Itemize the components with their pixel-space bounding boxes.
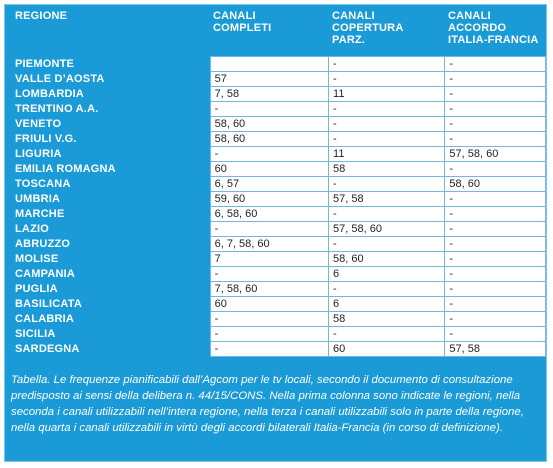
frequency-table-panel <box>4 4 547 462</box>
table-row <box>11 327 546 342</box>
canali-accordo-cell: - <box>445 327 546 342</box>
canali-copertura-cell: - <box>329 207 445 222</box>
table-row <box>11 162 546 177</box>
canali-accordo-cell: - <box>445 222 546 237</box>
canali-copertura-cell: 11 <box>329 87 445 102</box>
canali-copertura-cell: 6 <box>329 297 445 312</box>
table-body <box>11 57 546 357</box>
canali-accordo-cell: - <box>445 102 546 117</box>
table-row <box>11 237 546 252</box>
region-cell: BASILICATA <box>15 298 82 310</box>
canali-completi-cell: 7, 58, 60 <box>210 282 328 297</box>
region-cell: LOMBARDIA <box>15 88 85 100</box>
canali-copertura-cell: 58, 60 <box>329 252 445 267</box>
table-row <box>11 222 546 237</box>
region-cell: EMILIA ROMAGNA <box>15 163 116 175</box>
canali-completi-cell: - <box>210 147 328 162</box>
header-regione: REGIONE <box>15 10 68 22</box>
canali-completi-cell: 59, 60 <box>210 192 328 207</box>
table-row <box>11 267 546 282</box>
canali-accordo-cell: - <box>445 87 546 102</box>
canali-completi-cell: 58, 60 <box>210 132 328 147</box>
canali-completi-cell: 6, 58, 60 <box>210 207 328 222</box>
canali-copertura-cell: - <box>329 282 445 297</box>
canali-accordo-cell: - <box>445 57 546 72</box>
table-row <box>11 282 546 297</box>
table-row <box>11 117 546 132</box>
canali-copertura-cell: 58 <box>329 162 445 177</box>
canali-copertura-cell: - <box>329 237 445 252</box>
canali-completi-cell: - <box>210 327 328 342</box>
header-canali-completi: CANALI COMPLETI <box>213 10 272 34</box>
canali-copertura-cell: - <box>329 102 445 117</box>
canali-completi-cell: 57 <box>210 72 328 87</box>
region-cell: PUGLIA <box>15 283 58 295</box>
canali-completi-cell: 6, 7, 58, 60 <box>210 237 328 252</box>
table-row <box>11 87 546 102</box>
table-row <box>11 207 546 222</box>
canali-completi-cell: - <box>210 102 328 117</box>
canali-completi-cell: 6, 57 <box>210 177 328 192</box>
canali-accordo-cell: - <box>445 282 546 297</box>
region-cell: TRENTINO A.A. <box>15 103 99 115</box>
canali-accordo-cell: - <box>445 207 546 222</box>
header-canali-accordo-italia-francia: CANALI ACCORDO ITALIA-FRANCIA <box>448 10 539 46</box>
region-cell: UMBRIA <box>15 193 61 205</box>
region-cell: CAMPANIA <box>15 268 76 280</box>
canali-accordo-cell: - <box>445 72 546 87</box>
canali-completi-cell: - <box>210 312 328 327</box>
canali-accordo-cell: 57, 58 <box>445 342 546 357</box>
canali-accordo-cell: - <box>445 162 546 177</box>
canali-completi-cell: 7, 58 <box>210 87 328 102</box>
canali-accordo-cell: - <box>445 132 546 147</box>
canali-copertura-cell: 57, 58, 60 <box>329 222 445 237</box>
table-header <box>5 7 548 57</box>
canali-copertura-cell: - <box>329 57 445 72</box>
canali-copertura-cell: 60 <box>329 342 445 357</box>
region-cell: ABRUZZO <box>15 238 71 250</box>
canali-accordo-cell: - <box>445 267 546 282</box>
canali-copertura-cell: - <box>329 117 445 132</box>
canali-completi-cell <box>210 57 328 72</box>
table-row <box>11 102 546 117</box>
canali-completi-cell: 60 <box>210 297 328 312</box>
frequency-table <box>11 56 546 357</box>
region-cell: TOSCANA <box>15 178 71 190</box>
region-cell: VALLE D’AOSTA <box>15 73 105 85</box>
canali-completi-cell: 7 <box>210 252 328 267</box>
region-cell: CALABRIA <box>15 313 75 325</box>
canali-copertura-cell: 58 <box>329 312 445 327</box>
table-caption: Tabella. Le frequenze pianificabili dall’Agcom per le tv locali, secondo il documento di consultazione predisposto ai sensi della delibera n. 44/15/CONS. Nella prima colonna sono indicate le regioni, nella seconda i canali utilizzabili nell’intera regione, nella terza i canali utilizzabili solo in parte della regione, nella quarta i canali utilizzabili in virtù degli accordi bilaterali Italia-Francia (in corso di definizione). <box>11 374 524 434</box>
canali-copertura-cell: - <box>329 327 445 342</box>
canali-completi-cell: - <box>210 342 328 357</box>
canali-completi-cell: 58, 60 <box>210 117 328 132</box>
canali-copertura-cell: 11 <box>329 147 445 162</box>
canali-accordo-cell: - <box>445 117 546 132</box>
canali-completi-cell: 60 <box>210 162 328 177</box>
region-cell: LAZIO <box>15 223 49 235</box>
canali-copertura-cell: - <box>329 72 445 87</box>
canali-accordo-cell: 57, 58, 60 <box>445 147 546 162</box>
table-row <box>11 72 546 87</box>
table-row <box>11 132 546 147</box>
table-row <box>11 312 546 327</box>
header-canali-copertura-parziale: CANALI COPERTURA PARZ. <box>332 10 404 46</box>
canali-copertura-cell: - <box>329 177 445 192</box>
canali-completi-cell: - <box>210 222 328 237</box>
canali-accordo-cell: - <box>445 237 546 252</box>
canali-accordo-cell: - <box>445 252 546 267</box>
canali-copertura-cell: - <box>329 132 445 147</box>
region-cell: MARCHE <box>15 208 65 220</box>
region-cell: MOLISE <box>15 253 59 265</box>
table-row <box>11 147 546 162</box>
region-cell: VENETO <box>15 118 62 130</box>
region-cell: FRIULI V.G. <box>15 133 77 145</box>
canali-accordo-cell: 58, 60 <box>445 177 546 192</box>
table-row <box>11 192 546 207</box>
table-row <box>11 57 546 72</box>
region-cell: SARDEGNA <box>15 343 80 355</box>
region-cell: SICILIA <box>15 328 56 340</box>
table-row <box>11 297 546 312</box>
canali-accordo-cell: - <box>445 192 546 207</box>
canali-completi-cell: - <box>210 267 328 282</box>
table-row <box>11 342 546 357</box>
table-row <box>11 177 546 192</box>
canali-copertura-cell: 6 <box>329 267 445 282</box>
canali-copertura-cell: 57, 58 <box>329 192 445 207</box>
region-cell: PIEMONTE <box>15 58 75 70</box>
canali-accordo-cell: - <box>445 312 546 327</box>
canali-accordo-cell: - <box>445 297 546 312</box>
region-cell: LIGURIA <box>15 148 62 160</box>
table-row <box>11 252 546 267</box>
